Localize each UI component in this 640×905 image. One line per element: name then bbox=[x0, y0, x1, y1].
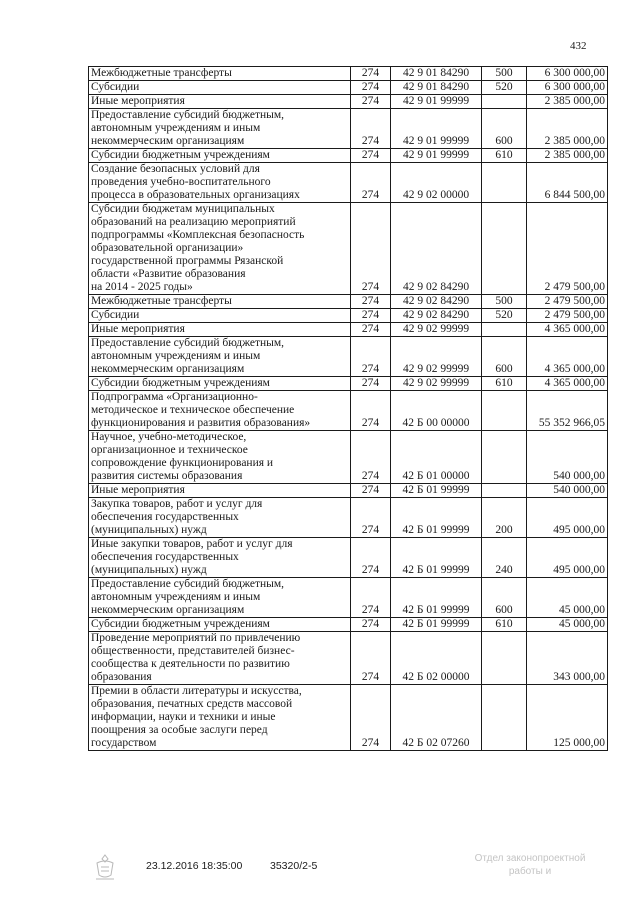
row-target-article-cell: 42 9 02 84290 bbox=[391, 203, 482, 295]
row-sum-cell: 45 000,00 bbox=[527, 578, 608, 618]
row-target-article-cell: 42 Б 01 99999 bbox=[391, 538, 482, 578]
row-ministry-code-cell: 274 bbox=[351, 632, 391, 685]
row-name-cell: Субсидии bbox=[89, 81, 351, 95]
row-ministry-code-cell: 274 bbox=[351, 337, 391, 377]
row-ministry-code-cell: 274 bbox=[351, 578, 391, 618]
row-ministry-code-cell: 274 bbox=[351, 149, 391, 163]
row-sum-cell: 540 000,00 bbox=[527, 484, 608, 498]
row-name-cell: Создание безопасных условий для проведения учебно-воспитательного процесса в образовательных организациях bbox=[89, 163, 351, 203]
row-expense-type-cell bbox=[482, 431, 527, 484]
row-expense-type-cell: 600 bbox=[482, 109, 527, 149]
row-ministry-code-cell: 274 bbox=[351, 377, 391, 391]
row-expense-type-cell: 520 bbox=[482, 81, 527, 95]
table-row bbox=[89, 149, 608, 163]
row-target-article-cell: 42 Б 01 00000 bbox=[391, 431, 482, 484]
row-sum-cell: 2 479 500,00 bbox=[527, 203, 608, 295]
row-name-cell: Предоставление субсидий бюджетным, автономным учреждениям и иным некоммерческим организациям bbox=[89, 109, 351, 149]
row-name-cell: Закупка товаров, работ и услуг для обеспечения государственных (муниципальных) нужд bbox=[89, 498, 351, 538]
budget-table bbox=[88, 66, 608, 751]
table-row bbox=[89, 484, 608, 498]
row-expense-type-cell bbox=[482, 685, 527, 751]
row-sum-cell: 2 479 500,00 bbox=[527, 295, 608, 309]
table-row bbox=[89, 391, 608, 431]
row-sum-cell: 55 352 966,05 bbox=[527, 391, 608, 431]
table-row bbox=[89, 295, 608, 309]
row-name-cell: Иные мероприятия bbox=[89, 323, 351, 337]
row-ministry-code-cell: 274 bbox=[351, 163, 391, 203]
footer-date: 23.12.2016 18:35:00 bbox=[146, 860, 243, 872]
row-target-article-cell: 42 9 01 99999 bbox=[391, 109, 482, 149]
row-ministry-code-cell: 274 bbox=[351, 538, 391, 578]
row-expense-type-cell bbox=[482, 323, 527, 337]
row-target-article-cell: 42 Б 02 00000 bbox=[391, 632, 482, 685]
row-ministry-code-cell: 274 bbox=[351, 67, 391, 81]
row-ministry-code-cell: 274 bbox=[351, 685, 391, 751]
row-ministry-code-cell: 274 bbox=[351, 203, 391, 295]
row-ministry-code-cell: 274 bbox=[351, 109, 391, 149]
row-sum-cell: 4 365 000,00 bbox=[527, 377, 608, 391]
row-name-cell: Проведение мероприятий по привлечению общественности, представителей бизнес- сообщества к деятельности по развитию образования bbox=[89, 632, 351, 685]
row-expense-type-cell bbox=[482, 484, 527, 498]
row-expense-type-cell bbox=[482, 95, 527, 109]
row-expense-type-cell: 200 bbox=[482, 498, 527, 538]
row-sum-cell: 6 300 000,00 bbox=[527, 67, 608, 81]
row-name-cell: Субсидии бюджетным учреждениям bbox=[89, 149, 351, 163]
row-expense-type-cell bbox=[482, 203, 527, 295]
row-sum-cell: 4 365 000,00 bbox=[527, 337, 608, 377]
row-name-cell: Субсидии bbox=[89, 309, 351, 323]
row-ministry-code-cell: 274 bbox=[351, 431, 391, 484]
row-expense-type-cell bbox=[482, 163, 527, 203]
row-name-cell: Премии в области литературы и искусства, образования, печатных средств массовой информации, науки и техники и иные поощрения за особые заслуги перед государством bbox=[89, 685, 351, 751]
table-row bbox=[89, 618, 608, 632]
row-sum-cell: 343 000,00 bbox=[527, 632, 608, 685]
row-expense-type-cell bbox=[482, 632, 527, 685]
row-name-cell: Предоставление субсидий бюджетным, автономным учреждениям и иным некоммерческим организациям bbox=[89, 578, 351, 618]
row-target-article-cell: 42 9 02 99999 bbox=[391, 323, 482, 337]
row-target-article-cell: 42 Б 02 07260 bbox=[391, 685, 482, 751]
row-ministry-code-cell: 274 bbox=[351, 391, 391, 431]
row-target-article-cell: 42 Б 01 99999 bbox=[391, 484, 482, 498]
row-expense-type-cell: 610 bbox=[482, 149, 527, 163]
emblem-icon bbox=[92, 853, 118, 881]
row-ministry-code-cell: 274 bbox=[351, 498, 391, 538]
table-row bbox=[89, 538, 608, 578]
table-row bbox=[89, 578, 608, 618]
row-name-cell: Межбюджетные трансферты bbox=[89, 295, 351, 309]
row-ministry-code-cell: 274 bbox=[351, 618, 391, 632]
row-sum-cell: 540 000,00 bbox=[527, 431, 608, 484]
row-expense-type-cell bbox=[482, 391, 527, 431]
row-expense-type-cell: 520 bbox=[482, 309, 527, 323]
row-target-article-cell: 42 9 02 99999 bbox=[391, 337, 482, 377]
row-target-article-cell: 42 Б 01 99999 bbox=[391, 578, 482, 618]
row-sum-cell: 495 000,00 bbox=[527, 498, 608, 538]
row-sum-cell: 4 365 000,00 bbox=[527, 323, 608, 337]
table-row bbox=[89, 377, 608, 391]
table-row bbox=[89, 337, 608, 377]
row-target-article-cell: 42 Б 01 99999 bbox=[391, 618, 482, 632]
row-name-cell: Иные мероприятия bbox=[89, 484, 351, 498]
table-row bbox=[89, 67, 608, 81]
table-row bbox=[89, 632, 608, 685]
page-number: 432 bbox=[570, 40, 587, 52]
row-expense-type-cell: 600 bbox=[482, 337, 527, 377]
table-row bbox=[89, 685, 608, 751]
row-sum-cell: 2 479 500,00 bbox=[527, 309, 608, 323]
row-name-cell: Предоставление субсидий бюджетным, автономным учреждениям и иным некоммерческим организациям bbox=[89, 337, 351, 377]
row-target-article-cell: 42 9 02 84290 bbox=[391, 295, 482, 309]
table-row bbox=[89, 309, 608, 323]
row-target-article-cell: 42 9 01 84290 bbox=[391, 67, 482, 81]
row-target-article-cell: 42 9 02 00000 bbox=[391, 163, 482, 203]
row-ministry-code-cell: 274 bbox=[351, 295, 391, 309]
table-row bbox=[89, 323, 608, 337]
row-sum-cell: 2 385 000,00 bbox=[527, 149, 608, 163]
row-name-cell: Иные закупки товаров, работ и услуг для обеспечения государственных (муниципальных) нужд bbox=[89, 538, 351, 578]
row-sum-cell: 495 000,00 bbox=[527, 538, 608, 578]
table-row bbox=[89, 203, 608, 295]
row-ministry-code-cell: 274 bbox=[351, 81, 391, 95]
row-sum-cell: 6 300 000,00 bbox=[527, 81, 608, 95]
row-target-article-cell: 42 Б 01 99999 bbox=[391, 498, 482, 538]
table-row bbox=[89, 431, 608, 484]
table-row bbox=[89, 109, 608, 149]
row-target-article-cell: 42 Б 00 00000 bbox=[391, 391, 482, 431]
row-name-cell: Научное, учебно-методическое, организационное и техническое сопровождение функционирования и развития системы образования bbox=[89, 431, 351, 484]
row-expense-type-cell: 500 bbox=[482, 67, 527, 81]
footer-document-code: 35320/2-5 bbox=[270, 860, 318, 872]
table-row bbox=[89, 498, 608, 538]
row-name-cell: Субсидии бюджетным учреждениям bbox=[89, 618, 351, 632]
row-name-cell: Иные мероприятия bbox=[89, 95, 351, 109]
row-target-article-cell: 42 9 02 84290 bbox=[391, 309, 482, 323]
row-target-article-cell: 42 9 01 84290 bbox=[391, 81, 482, 95]
row-name-cell: Подпрограмма «Организационно- методическое и техническое обеспечение функционирования и развития образования» bbox=[89, 391, 351, 431]
row-name-cell: Межбюджетные трансферты bbox=[89, 67, 351, 81]
footer-stamp-text: Отдел законопроектной работы и bbox=[474, 853, 586, 877]
row-expense-type-cell: 500 bbox=[482, 295, 527, 309]
table-row bbox=[89, 81, 608, 95]
row-expense-type-cell: 610 bbox=[482, 377, 527, 391]
row-name-cell: Субсидии бюджетам муниципальных образований на реализацию мероприятий подпрограммы «Комплексная безопасность образовательной организации» государственной программы Рязанской области «Развитие образования на 2014 - 2025 годы» bbox=[89, 203, 351, 295]
row-sum-cell: 45 000,00 bbox=[527, 618, 608, 632]
row-sum-cell: 2 385 000,00 bbox=[527, 95, 608, 109]
table-row bbox=[89, 163, 608, 203]
row-sum-cell: 2 385 000,00 bbox=[527, 109, 608, 149]
row-sum-cell: 6 844 500,00 bbox=[527, 163, 608, 203]
row-expense-type-cell: 600 bbox=[482, 578, 527, 618]
row-name-cell: Субсидии бюджетным учреждениям bbox=[89, 377, 351, 391]
row-ministry-code-cell: 274 bbox=[351, 323, 391, 337]
row-expense-type-cell: 610 bbox=[482, 618, 527, 632]
row-expense-type-cell: 240 bbox=[482, 538, 527, 578]
row-ministry-code-cell: 274 bbox=[351, 484, 391, 498]
row-ministry-code-cell: 274 bbox=[351, 309, 391, 323]
row-target-article-cell: 42 9 01 99999 bbox=[391, 95, 482, 109]
row-ministry-code-cell: 274 bbox=[351, 95, 391, 109]
row-target-article-cell: 42 9 02 99999 bbox=[391, 377, 482, 391]
row-sum-cell: 125 000,00 bbox=[527, 685, 608, 751]
table-row bbox=[89, 95, 608, 109]
row-target-article-cell: 42 9 01 99999 bbox=[391, 149, 482, 163]
